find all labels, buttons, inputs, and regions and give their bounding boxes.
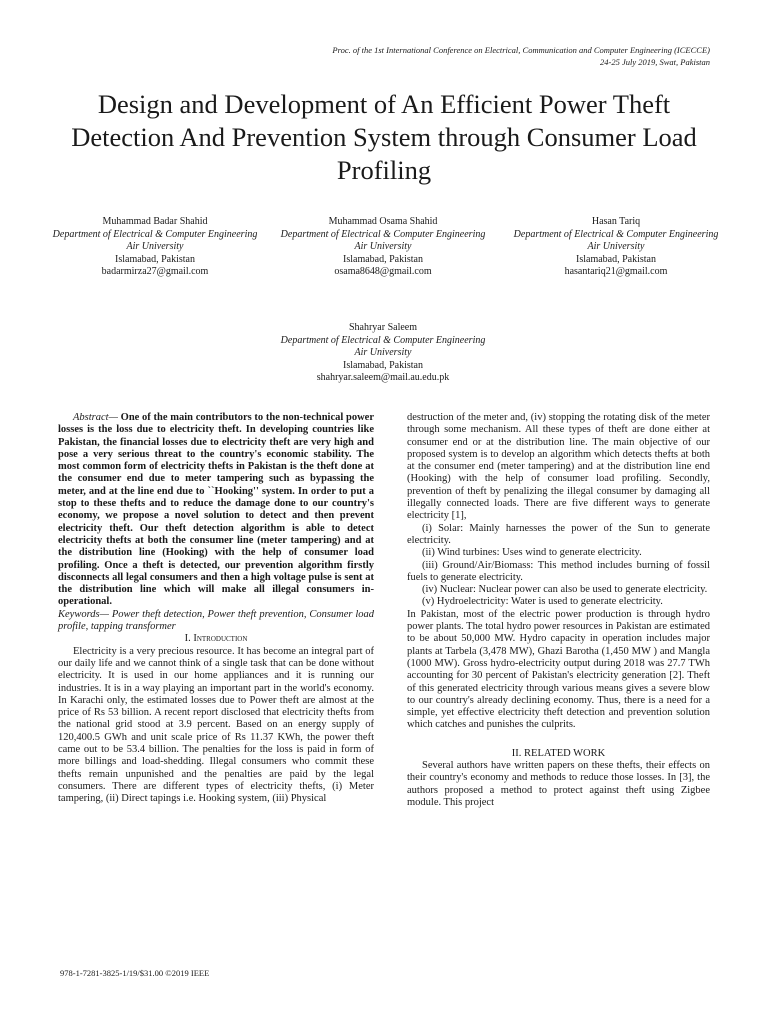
author-email: hasantariq21@gmail.com: [564, 266, 668, 277]
author-city: Islamabad, Pakistan: [576, 253, 656, 265]
right-paragraph-2: In Pakistan, most of the electric power production is through hydro power plants. The total hydro power resources in Pakistan are estimated to be about 50,000 MW. Hydro capacity in operation includes major plants at Tarbela (3,478 MW), Ghazi Barotha (1,450 MW ) and Mangla (1000 MW). Gross hydro-electricity output during 2018 was 27.7 TWh accounting for 30 percent of Pakistan's electricity generation [2]. Theft of this generated electricity through various means gives a severe blow to our country's already declining economy. Thus, there is a need for a simple, yet effective electricity theft detection and prevention solution which catches and punishes the culprits.: [407, 608, 710, 731]
copyright-footer: 978-1-7281-3825-1/19/$31.00 ©2019 IEEE: [60, 968, 210, 978]
conference-line-1: Proc. of the 1st International Conference on Electrical, Communication and Computer Engineering (ICECCE): [332, 45, 710, 55]
author-city: Islamabad, Pakistan: [343, 253, 423, 265]
intro-heading: [58, 633, 374, 645]
author-university: Air University: [587, 241, 645, 252]
list-item: (i) Solar: Mainly harnesses the power of the Sun to generate electricity.: [407, 522, 710, 546]
author-university: Air University: [354, 241, 412, 252]
list-item: (v) Hydroelectricity: Water is used to generate electricity.: [422, 596, 663, 608]
author-email: osama8648@gmail.com: [334, 266, 432, 277]
list-item: (iii) Ground/Air/Biomass: This method includes burning of fossil fuels to generate electricity.: [407, 559, 710, 583]
related-work-paragraph: Several authors have written papers on these thefts, their effects on their country's economy and methods to reduce those losses. In [3], the authors proposed a method to protect against theft using Zigbee module. This project: [407, 760, 710, 808]
conference-line-2: 24-25 July 2019, Swat, Pakistan: [599, 57, 710, 67]
left-column: [58, 412, 374, 806]
author-name: Hasan Tariq: [591, 216, 641, 227]
author-email: shahryar.saleem@mail.au.edu.pk: [316, 372, 450, 383]
author-university: Air University: [354, 347, 412, 358]
keywords: [58, 609, 374, 634]
intro-paragraph: Electricity is a very precious resource. It has become an integral part of our daily life and we cannot think of a single task that can be done without electricity. It is used in our home appliances and it is running our industries. It is in a way playing an important part in the world's economy. In Karachi only, the estimated losses due to Power theft are almost at the price of Rs 53 billion. A recent report disclosed that electricity thefts from the national grid stood at 3.9 percent. Based on an energy supply of 120,400.5 GWh and unit scale price of Rs 11.37 KWh, the power theft came out to be 53.4 billion. The penalties for the loss is paid in form of more billings and load-shedding. Illegal consumers who commit these thefts remain unpunished and the penalties are paid by the legal consumers. There are different types of electricity thefts, (i) Meter tampering, (ii) Direct tapings i.e. Hooking system, (iii) Physical: [58, 645, 374, 805]
author-block-1: [40, 216, 270, 279]
author-email: badarmirza27@gmail.com: [101, 266, 209, 277]
author-block-2: [268, 216, 498, 279]
author-name: Muhammad Osama Shahid: [328, 216, 438, 227]
right-column: [407, 412, 710, 809]
intro-heading-number: I.: [184, 633, 191, 645]
author-block-4: [268, 322, 498, 385]
abstract-text: One of the main contributors to the non-technical power losses is the loss due to electricity theft. In developing countries like Pakistan, the financial losses due to electricity theft are very high and pose a very serious threat to the country's economic stability. The most common form of electricity thefts in Pakistan is the theft done at the consumer end due to meter tampering such as bypassing the meter, and at the line end due to ``Hooking'' system. In order to put a stop to these thefts and to reduce the damage done to our country's economy, we propose a novel solution to detect and then prevent electricity theft. Our theft detection algorithm is able to detect electricity thefts at both the consumer line (meter tampering) and at the distribution line (Hooking) with the help of consumer load profiling. Once a theft is detected, our prevention algorithm firstly disconnects all legal consumers and then a high voltage pulse is sent at the distribution line which will make all illegal consumers in-operational.: [58, 412, 374, 608]
author-university: Air University: [126, 241, 184, 252]
list-item: (iv) Nuclear: Nuclear power can also be used to generate electricity.: [422, 584, 708, 596]
author-dept: Department of Electrical & Computer Engineering: [513, 228, 719, 240]
author-dept: Department of Electrical & Computer Engineering: [280, 228, 486, 240]
author-dept: Department of Electrical & Computer Engineering: [52, 228, 258, 240]
conference-header: [230, 44, 710, 68]
abstract-label: Abstract—: [73, 412, 118, 423]
right-paragraph-1: destruction of the meter and, (iv) stopping the rotating disk of the meter through some mechanism. All these types of theft are done either at consumer end or at the distribution line. The main objective of our proposed system is to develop an algorithm which detects thefts at both at the consumer end (meter tampering) and at the distribution line end (Hooking) with the help of consumer load profiling. Secondly, prevention of theft by penalizing the illegal consumer by damaging all illegally connected loads. There are five different ways to generate electricity [1],: [407, 412, 710, 522]
author-city: Islamabad, Pakistan: [343, 359, 423, 371]
keywords-text: Power theft detection, Power theft prevention, Consumer load profile, tapping transformer: [58, 608, 375, 633]
abstract: [58, 412, 374, 609]
author-city: Islamabad, Pakistan: [115, 253, 195, 265]
list-item: (ii) Wind turbines: Uses wind to generate electricity.: [422, 547, 642, 559]
keywords-label: Keywords—: [58, 608, 109, 620]
author-name: Shahryar Saleem: [348, 322, 418, 333]
paper-title: Design and Development of An Efficient Power Theft Detection And Prevention System through Consumer Load Profiling: [71, 89, 697, 185]
author-dept: Department of Electrical & Computer Engineering: [280, 334, 486, 346]
intro-heading-text: Introduction: [193, 633, 248, 645]
related-work-heading: II. RELATED WORK: [511, 747, 606, 759]
author-name: Muhammad Badar Shahid: [102, 216, 208, 227]
author-block-3: [501, 216, 731, 279]
